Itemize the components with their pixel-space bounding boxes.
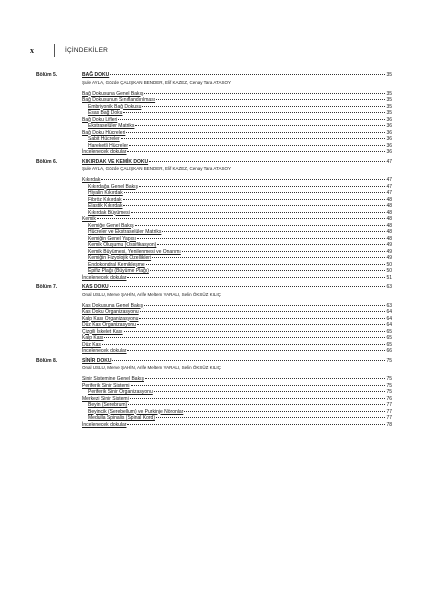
toc-entry-title: Bağ Doku Hücreleri: [82, 129, 126, 136]
toc-entry-title: Kemik Oluşumu (Ossifikasyon): [88, 242, 157, 248]
toc-entry-title: Endokondral Kemikleşme: [88, 261, 145, 268]
dot-leader: [140, 311, 386, 312]
dot-leader: [139, 318, 385, 319]
chapter-label: Bölüm 7.: [36, 284, 58, 290]
toc-entry-title: Düz Kas: [82, 341, 101, 348]
toc-entry[interactable]: [36, 149, 392, 156]
toc-entry-title: Epifiz Plağı (Büyüme Plağı): [88, 268, 149, 274]
page-number: x: [30, 45, 34, 55]
toc-entry-title: Bağ Doku Lifleri: [82, 116, 118, 123]
dot-leader: [110, 286, 386, 287]
dot-leader: [150, 270, 386, 271]
toc-entry-title: Kemik: [82, 216, 96, 222]
toc-entry-page-number: 48: [386, 229, 392, 235]
toc-entry-page-number: 47: [386, 190, 392, 196]
chapter-authors: Onal USLU, Merve ŞAHİN, Arife Meltem YARALI, Selin ÖKSÜZ KILIÇ: [82, 291, 221, 297]
toc-entry-title: İncelenecek dokular: [82, 348, 127, 354]
dot-leader: [127, 151, 385, 152]
toc-entry-page-number: 48: [386, 203, 392, 209]
toc-entry-title: Embriyonik Bağ Dokusu: [88, 103, 142, 110]
toc-entry-page-number: 36: [386, 116, 392, 123]
page-title: İÇİNDEKİLER: [65, 46, 109, 54]
toc-entry-page-number: 36: [386, 149, 392, 155]
toc-entry-title: Kemik Büyümesi, Yenilenmesi ve Onarımı: [88, 248, 181, 255]
toc-entry-page-number: 63: [386, 302, 392, 309]
chapter-page-number: 63: [386, 284, 392, 290]
dot-leader: [137, 324, 386, 325]
toc-chapter: [36, 159, 392, 282]
toc-entry-title: Çizgili İskelet Kası: [82, 328, 123, 335]
toc-entry-page-number: 49: [386, 248, 392, 255]
page-header: [30, 44, 108, 56]
toc-entry-title: Kas Dokusuna Genel Bakış: [82, 302, 144, 309]
chapter-page-number: 47: [386, 158, 392, 165]
chapter-label: Bölüm 8.: [36, 357, 58, 364]
dot-leader: [101, 179, 385, 180]
toc-entry-title: Kıkırdağa Genel Bakış: [88, 183, 139, 190]
toc-entry-title: Bağ Dokusuna Genel Bakış: [82, 90, 144, 97]
chapter-label: Bölüm 6.: [36, 158, 58, 165]
toc-entry-title: Merkezi Sinir Sistemi: [82, 395, 129, 402]
toc-entry-page-number: 77: [386, 402, 392, 408]
toc-entry-page-number: 48: [386, 222, 392, 229]
toc-entry[interactable]: [36, 422, 392, 429]
dot-leader: [139, 186, 385, 187]
toc-entry-title: Beyincik (Serebellum) ve Purkinje Nöronlar: [88, 408, 184, 415]
dot-leader: [156, 417, 385, 418]
toc-entry-page-number: 77: [386, 415, 392, 421]
toc-entry-page-number: 49: [386, 255, 392, 261]
dot-leader: [135, 125, 385, 126]
dot-leader: [118, 119, 385, 120]
toc-entry-title: Sinir Sistemine Genel Bakış: [82, 376, 144, 382]
toc-entry-page-number: 35: [386, 110, 392, 116]
toc-entry-title: İncelenecek dokular: [82, 149, 127, 155]
toc-entry-page-number: 48: [386, 216, 392, 222]
dot-leader: [182, 251, 386, 252]
dot-leader: [144, 93, 385, 94]
toc-entry-title: Kemiğin Genel Yapısı: [88, 235, 136, 242]
toc-entry-title: Esas Bağ Doku: [88, 110, 123, 116]
toc-entry-page-number: 75: [386, 376, 392, 382]
toc-entry-title: Kıkırdak Büyümesi: [88, 209, 130, 216]
toc-entry-page-number: 65: [386, 341, 392, 348]
toc-entry-title: Kemiğin Fizyolojik Özellikleri: [88, 255, 152, 261]
chapter-authors: Onal USLU, Merve ŞAHİN, Arife Meltem YARALI, Selin ÖKSÜZ KILIÇ: [82, 365, 221, 370]
dot-leader: [127, 277, 385, 278]
toc-entry-title: Kalp Kası Organizasyonu: [82, 315, 139, 322]
toc-entry-page-number: 35: [386, 103, 392, 110]
dot-leader: [112, 360, 385, 361]
dot-leader: [162, 231, 385, 232]
dot-leader: [104, 337, 385, 338]
toc-entry-title: Periferik Sinir Organizasyonu: [88, 389, 153, 395]
dot-leader: [126, 132, 385, 133]
toc-entry-page-number: 35: [386, 90, 392, 97]
toc-entry-page-number: 48: [386, 235, 392, 242]
chapter-title: KAS DOKU: [82, 284, 109, 290]
dot-leader: [130, 398, 386, 399]
dot-leader: [184, 411, 385, 412]
table-of-contents: [36, 72, 392, 431]
dot-leader: [123, 205, 385, 206]
chapter-title: SİNİR DOKU: [82, 357, 112, 364]
toc-chapter: [36, 72, 392, 156]
dot-leader: [135, 225, 386, 226]
toc-entry-title: Ekstraselüler Matriks: [88, 123, 135, 129]
chapter-title: BAĞ DOKU: [82, 72, 110, 78]
chapter-title: KIKIRDAK VE KEMİK DOKU: [82, 158, 149, 165]
toc-entry-page-number: 76: [386, 395, 392, 402]
toc-entry-page-number: 64: [386, 315, 392, 322]
dot-leader: [123, 112, 385, 113]
dot-leader: [124, 192, 386, 193]
dot-leader: [154, 391, 386, 392]
toc-chapter: [36, 284, 392, 355]
dot-leader: [129, 145, 385, 146]
dot-leader: [131, 212, 386, 213]
toc-entry-page-number: 78: [386, 421, 392, 428]
toc-entry-title: Hiyalin Kıkırdak: [88, 190, 123, 196]
toc-entry-title: Hücreler ve Ekstraselüler Matriks: [88, 229, 162, 235]
toc-entry-title: Beyin (Serebrum): [88, 402, 128, 408]
chapter-authors: Şule AYLA, Gözde ÇALIŞKAN BENDER, Elif KAZEZ, Cenay Tara ATASOY: [82, 166, 231, 171]
toc-entry-title: Fibröz Kıkırdak: [88, 196, 122, 203]
toc-entry-page-number: 65: [386, 335, 392, 341]
toc-entry-title: Kıkırdak: [82, 177, 101, 183]
toc-entry-page-number: 51: [386, 274, 392, 281]
dot-leader: [149, 161, 385, 162]
dot-leader: [110, 74, 385, 75]
dot-leader: [157, 244, 385, 245]
dot-leader: [144, 305, 385, 306]
toc-entry-page-number: 64: [386, 322, 392, 328]
toc-entry-title: Elastik Kıkırdak: [88, 203, 123, 209]
dot-leader: [127, 350, 385, 351]
dot-leader: [124, 331, 386, 332]
dot-leader: [131, 385, 386, 386]
toc-entry-title: Kalp Kası: [82, 335, 104, 341]
chapter-entries: [36, 303, 392, 355]
toc-entry-page-number: 35: [386, 97, 392, 103]
toc-entry-page-number: 47: [386, 183, 392, 190]
toc-entry-title: Sabit Hücreler: [88, 136, 120, 142]
toc-entry-title: Periferik Sinir Sistemi: [82, 382, 130, 389]
toc-entry-page-number: 75: [386, 382, 392, 389]
toc-entry-page-number: 47: [386, 177, 392, 183]
dot-leader: [128, 404, 385, 405]
dot-leader: [142, 106, 385, 107]
dot-leader: [145, 378, 385, 379]
toc-entry-title: İncelenecek dokular: [82, 274, 127, 281]
toc-entry-title: Kemiğe Genel Bakış: [88, 222, 134, 229]
chapter-entries: [36, 376, 392, 428]
toc-chapter: [36, 358, 392, 429]
toc-entry-title: Medulla Spinalis (Spinal Kord): [88, 415, 155, 421]
dot-leader: [127, 424, 385, 425]
chapter-entries: [36, 177, 392, 281]
toc-entry-page-number: 65: [386, 328, 392, 335]
toc-entry-title: Düz Kas Organizasyonu: [82, 322, 136, 328]
toc-entry-page-number: 48: [386, 196, 392, 203]
toc-entry-title: Bağ Dokusunun Sınıflandırılması: [82, 97, 156, 103]
dot-leader: [156, 99, 385, 100]
dot-leader: [137, 238, 386, 239]
chapter-entries: [36, 91, 392, 156]
toc-entry-page-number: 75: [386, 389, 392, 395]
toc-entry-page-number: 77: [386, 408, 392, 415]
toc-entry-page-number: 66: [386, 348, 392, 354]
dot-leader: [97, 218, 386, 219]
toc-entry-page-number: 36: [386, 123, 392, 129]
toc-entry-page-number: 50: [386, 268, 392, 274]
toc-entry-page-number: 36: [386, 136, 392, 142]
dot-leader: [123, 199, 386, 200]
toc-entry[interactable]: [36, 348, 392, 355]
dot-leader: [152, 257, 385, 258]
dot-leader: [146, 264, 386, 265]
toc-entry-page-number: 36: [386, 142, 392, 149]
toc-entry-title: Hareketli Hücreler: [88, 142, 129, 149]
dot-leader: [121, 138, 386, 139]
toc-entry-page-number: 36: [386, 129, 392, 136]
header-divider: [54, 44, 55, 57]
toc-entry-page-number: 48: [386, 209, 392, 216]
toc-entry-page-number: 64: [386, 309, 392, 315]
toc-entry-page-number: 50: [386, 261, 392, 268]
dot-leader: [102, 344, 386, 345]
chapter-page-number: 35: [386, 72, 392, 78]
chapter-page-number: 75: [386, 357, 392, 364]
toc-entry-page-number: 49: [386, 242, 392, 248]
chapter-authors: Şule AYLA, Gözde ÇALIŞKAN BENDER, Elif KAZEZ, Cenay Tara ATASOY: [82, 79, 231, 85]
chapter-label: Bölüm 5.: [36, 72, 58, 78]
toc-entry[interactable]: [36, 275, 392, 282]
toc-entry-title: İncelenecek dokular: [82, 421, 127, 428]
toc-entry-title: Kas Doku Organizasyonu: [82, 309, 139, 315]
